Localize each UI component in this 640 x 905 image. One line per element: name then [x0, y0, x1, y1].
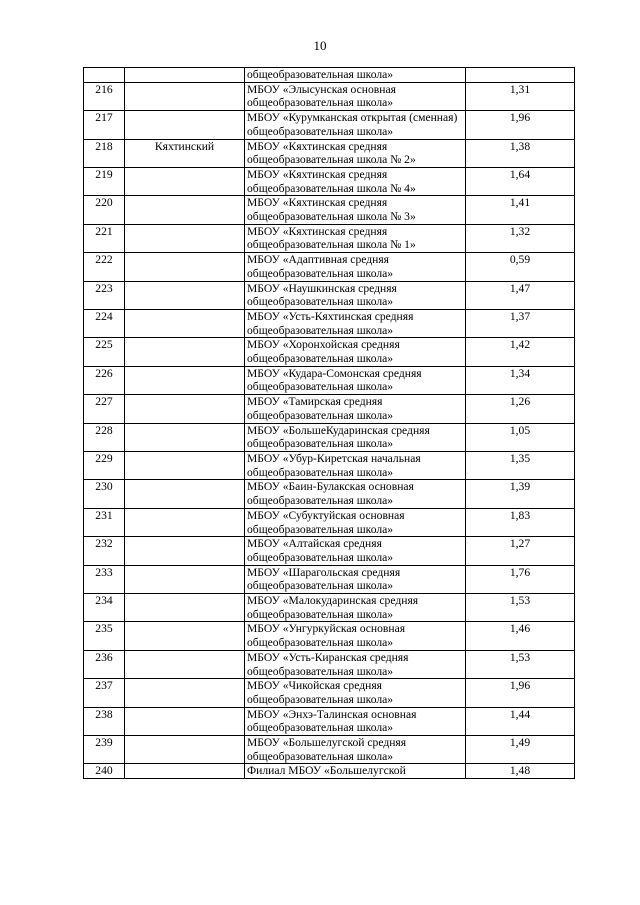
- row-district: [125, 395, 245, 423]
- row-school-name: МБОУ «Баин-Булакская основная общеобразовательная школа»: [245, 480, 466, 508]
- table-row: [84, 736, 575, 764]
- row-value: 1,53: [466, 650, 575, 678]
- table-body: [84, 68, 575, 779]
- row-number: 225: [84, 338, 125, 366]
- row-value: 1,37: [466, 309, 575, 337]
- row-school-name: МБОУ «Адаптивная средняя общеобразовательная школа»: [245, 253, 466, 281]
- row-number: 217: [84, 111, 125, 139]
- table-row: [84, 594, 575, 622]
- row-number: 219: [84, 167, 125, 195]
- table-row: [84, 480, 575, 508]
- row-school-name: МБОУ «Курумканская открытая (сменная) общеобразовательная школа»: [245, 111, 466, 139]
- row-school-name: МБОУ «Энхэ-Талинская основная общеобразовательная школа»: [245, 707, 466, 735]
- row-value: 1,42: [466, 338, 575, 366]
- table-row-continuation: [84, 68, 575, 83]
- row-value: 1,49: [466, 736, 575, 764]
- table-row: [84, 139, 575, 167]
- row-value: 1,39: [466, 480, 575, 508]
- table-row: [84, 309, 575, 337]
- row-school-name: МБОУ «Хоронхойская средняя общеобразовательная школа»: [245, 338, 466, 366]
- row-number: 218: [84, 139, 125, 167]
- row-value: [466, 68, 575, 83]
- row-school-name: МБОУ «Наушкинская средняя общеобразовательная школа»: [245, 281, 466, 309]
- row-district: [125, 622, 245, 650]
- row-value: 1,46: [466, 622, 575, 650]
- row-value: 1,27: [466, 537, 575, 565]
- schools-table: [83, 67, 575, 779]
- row-number: 220: [84, 196, 125, 224]
- table-row: [84, 707, 575, 735]
- row-value: 0,59: [466, 253, 575, 281]
- row-district: [125, 480, 245, 508]
- table-row: [84, 423, 575, 451]
- row-number: 240: [84, 764, 125, 779]
- table-row: [84, 650, 575, 678]
- table-row: [84, 167, 575, 195]
- row-value: 1,96: [466, 111, 575, 139]
- row-district: [125, 68, 245, 83]
- table-row: [84, 508, 575, 536]
- row-school-name: МБОУ «БольшеКударинская средняя общеобразовательная школа»: [245, 423, 466, 451]
- row-district: [125, 82, 245, 110]
- row-value: 1,76: [466, 565, 575, 593]
- row-district: [125, 736, 245, 764]
- table-row: [84, 82, 575, 110]
- row-school-name: МБОУ «Кяхтинская средняя общеобразовательная школа № 3»: [245, 196, 466, 224]
- row-district: [125, 707, 245, 735]
- row-district: [125, 565, 245, 593]
- table-row: [84, 395, 575, 423]
- table-row: [84, 679, 575, 707]
- row-district: [125, 537, 245, 565]
- row-school-name: МБОУ «Кяхтинская средняя общеобразовательная школа № 4»: [245, 167, 466, 195]
- row-number: 232: [84, 537, 125, 565]
- table-row: [84, 764, 575, 779]
- row-value: 1,35: [466, 451, 575, 479]
- row-number: 222: [84, 253, 125, 281]
- row-school-name: МБОУ «Усть-Кяхтинская средняя общеобразовательная школа»: [245, 309, 466, 337]
- row-number: 224: [84, 309, 125, 337]
- row-number: 239: [84, 736, 125, 764]
- row-district: [125, 196, 245, 224]
- table-row: [84, 111, 575, 139]
- row-school-name: МБОУ «Кяхтинская средняя общеобразовательная школа № 2»: [245, 139, 466, 167]
- row-district: [125, 508, 245, 536]
- row-school-name: МБОУ «Малокударинская средняя общеобразовательная школа»: [245, 594, 466, 622]
- row-district: [125, 594, 245, 622]
- row-school-name: МБОУ «Субуктуйская основная общеобразовательная школа»: [245, 508, 466, 536]
- row-number: 216: [84, 82, 125, 110]
- row-value: 1,48: [466, 764, 575, 779]
- row-number: 234: [84, 594, 125, 622]
- row-number: 228: [84, 423, 125, 451]
- row-school-name: Филиал МБОУ «Большелугской: [245, 764, 466, 779]
- row-school-name: МБОУ «Тамирская средняя общеобразовательная школа»: [245, 395, 466, 423]
- row-school-name: МБОУ «Большелугской средняя общеобразовательная школа»: [245, 736, 466, 764]
- row-district: [125, 281, 245, 309]
- row-school-name: МБОУ «Элысунская основная общеобразовательная школа»: [245, 82, 466, 110]
- row-number: 227: [84, 395, 125, 423]
- row-district: [125, 451, 245, 479]
- row-value: 1,53: [466, 594, 575, 622]
- row-school-name: МБОУ «Алтайская средняя общеобразовательная школа»: [245, 537, 466, 565]
- row-school-name: МБОУ «Кудара-Сомонская средняя общеобразовательная школа»: [245, 366, 466, 394]
- table-row: [84, 253, 575, 281]
- row-number: 235: [84, 622, 125, 650]
- row-district: [125, 679, 245, 707]
- row-number: 226: [84, 366, 125, 394]
- row-district: [125, 423, 245, 451]
- table-row: [84, 281, 575, 309]
- table-row: [84, 622, 575, 650]
- row-value: 1,26: [466, 395, 575, 423]
- row-number: [84, 68, 125, 83]
- row-school-name: МБОУ «Унгуркуйская основная общеобразовательная школа»: [245, 622, 466, 650]
- row-value: 1,96: [466, 679, 575, 707]
- row-number: 229: [84, 451, 125, 479]
- table-row: [84, 537, 575, 565]
- row-value: 1,83: [466, 508, 575, 536]
- row-number: 231: [84, 508, 125, 536]
- table-row: [84, 196, 575, 224]
- row-value: 1,64: [466, 167, 575, 195]
- table-row: [84, 366, 575, 394]
- table-row: [84, 565, 575, 593]
- row-district: [125, 338, 245, 366]
- row-district: Кяхтинский: [125, 139, 245, 167]
- row-value: 1,38: [466, 139, 575, 167]
- row-district: [125, 309, 245, 337]
- row-value: 1,05: [466, 423, 575, 451]
- row-school-name: МБОУ «Шарагольская средняя общеобразовательная школа»: [245, 565, 466, 593]
- row-district: [125, 253, 245, 281]
- row-district: [125, 366, 245, 394]
- row-school-name: МБОУ «Усть-Киранская средняя общеобразовательная школа»: [245, 650, 466, 678]
- row-district: [125, 224, 245, 252]
- row-school-name: МБОУ «Кяхтинская средняя общеобразовательная школа № 1»: [245, 224, 466, 252]
- row-number: 230: [84, 480, 125, 508]
- row-value: 1,31: [466, 82, 575, 110]
- row-district: [125, 650, 245, 678]
- row-district: [125, 167, 245, 195]
- table-row: [84, 224, 575, 252]
- row-value: 1,44: [466, 707, 575, 735]
- row-value: 1,34: [466, 366, 575, 394]
- row-number: 238: [84, 707, 125, 735]
- row-school-name: МБОУ «Чикойская средняя общеобразовательная школа»: [245, 679, 466, 707]
- row-value: 1,41: [466, 196, 575, 224]
- row-district: [125, 764, 245, 779]
- row-school-name: общеобразовательная школа»: [245, 68, 466, 83]
- row-number: 236: [84, 650, 125, 678]
- table-row: [84, 338, 575, 366]
- row-value: 1,32: [466, 224, 575, 252]
- page-number: 10: [313, 38, 327, 53]
- row-district: [125, 111, 245, 139]
- row-number: 223: [84, 281, 125, 309]
- row-number: 237: [84, 679, 125, 707]
- row-number: 233: [84, 565, 125, 593]
- row-value: 1,47: [466, 281, 575, 309]
- row-number: 221: [84, 224, 125, 252]
- table-row: [84, 451, 575, 479]
- row-school-name: МБОУ «Убур-Киретская начальная общеобразовательная школа»: [245, 451, 466, 479]
